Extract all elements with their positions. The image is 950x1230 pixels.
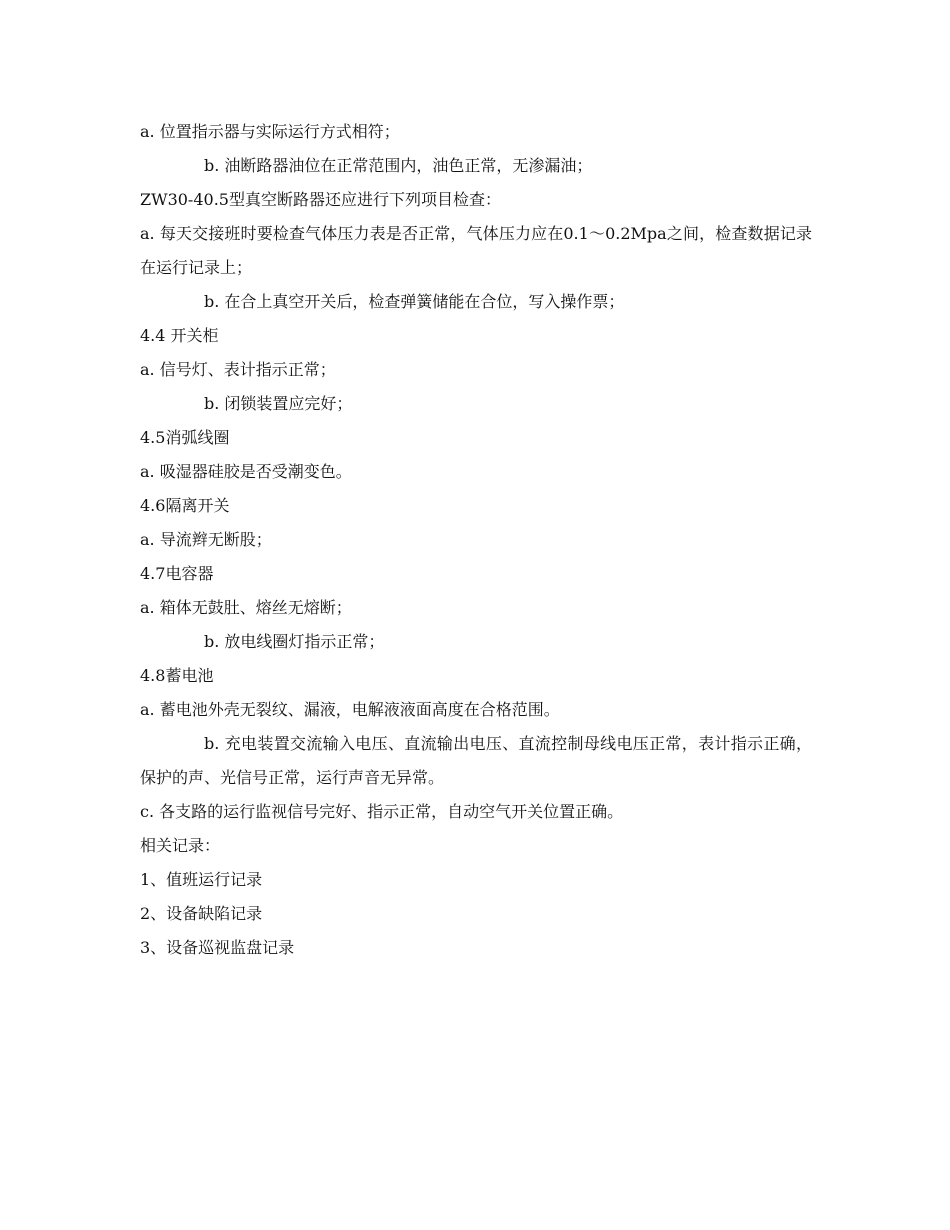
paragraph-line: a. 每天交接班时要检查气体压力表是否正常，气体压力应在0.1～0.2Mpa之间，检查数据记录在运行记录上； — [140, 224, 812, 277]
paragraph-line: b. 放电线圈灯指示正常； — [204, 632, 385, 651]
paragraph-line: a. 位置指示器与实际运行方式相符； — [140, 122, 400, 141]
section-heading: 4.7电容器 — [140, 564, 214, 583]
paragraph-line: b. 闭锁装置应完好； — [204, 394, 353, 413]
document-body — [140, 115, 812, 965]
paragraph-line: ZW30-40.5型真空断路器还应进行下列项目检查： — [140, 190, 501, 209]
record-item: 2、设备缺陷记录 — [140, 904, 263, 923]
section-heading: 4.5消弧线圈 — [140, 428, 230, 447]
record-item: 1、值班运行记录 — [140, 870, 263, 889]
records-heading: 相关记录： — [140, 836, 221, 855]
record-item: 3、设备巡视监盘记录 — [140, 938, 295, 957]
paragraph-line: b. 在合上真空开关后，检查弹簧储能在合位，写入操作票； — [204, 292, 625, 311]
paragraph-line: a. 吸湿器硅胶是否受潮变色。 — [140, 462, 352, 481]
paragraph-line: a. 蓄电池外壳无裂纹、漏液，电解液液面高度在合格范围。 — [140, 700, 560, 719]
paragraph-line: b. 充电装置交流输入电压、直流输出电压、直流控制母线电压正常，表计指示正确，保护的声、光信号正常，运行声音无异常。 — [140, 734, 812, 787]
paragraph-line: b. 油断路器油位在正常范围内，油色正常，无渗漏油； — [204, 156, 593, 175]
paragraph-line: a. 导流辫无断股； — [140, 530, 272, 549]
paragraph-line: a. 箱体无鼓肚、熔丝无熔断； — [140, 598, 352, 617]
paragraph-line: a. 信号灯、表计指示正常； — [140, 360, 336, 379]
section-heading: 4.6隔离开关 — [140, 496, 230, 515]
paragraph-line: c. 各支路的运行监视信号完好、指示正常，自动空气开关位置正确。 — [140, 802, 624, 821]
section-heading: 4.4 开关柜 — [140, 326, 219, 345]
section-heading: 4.8蓄电池 — [140, 666, 214, 685]
